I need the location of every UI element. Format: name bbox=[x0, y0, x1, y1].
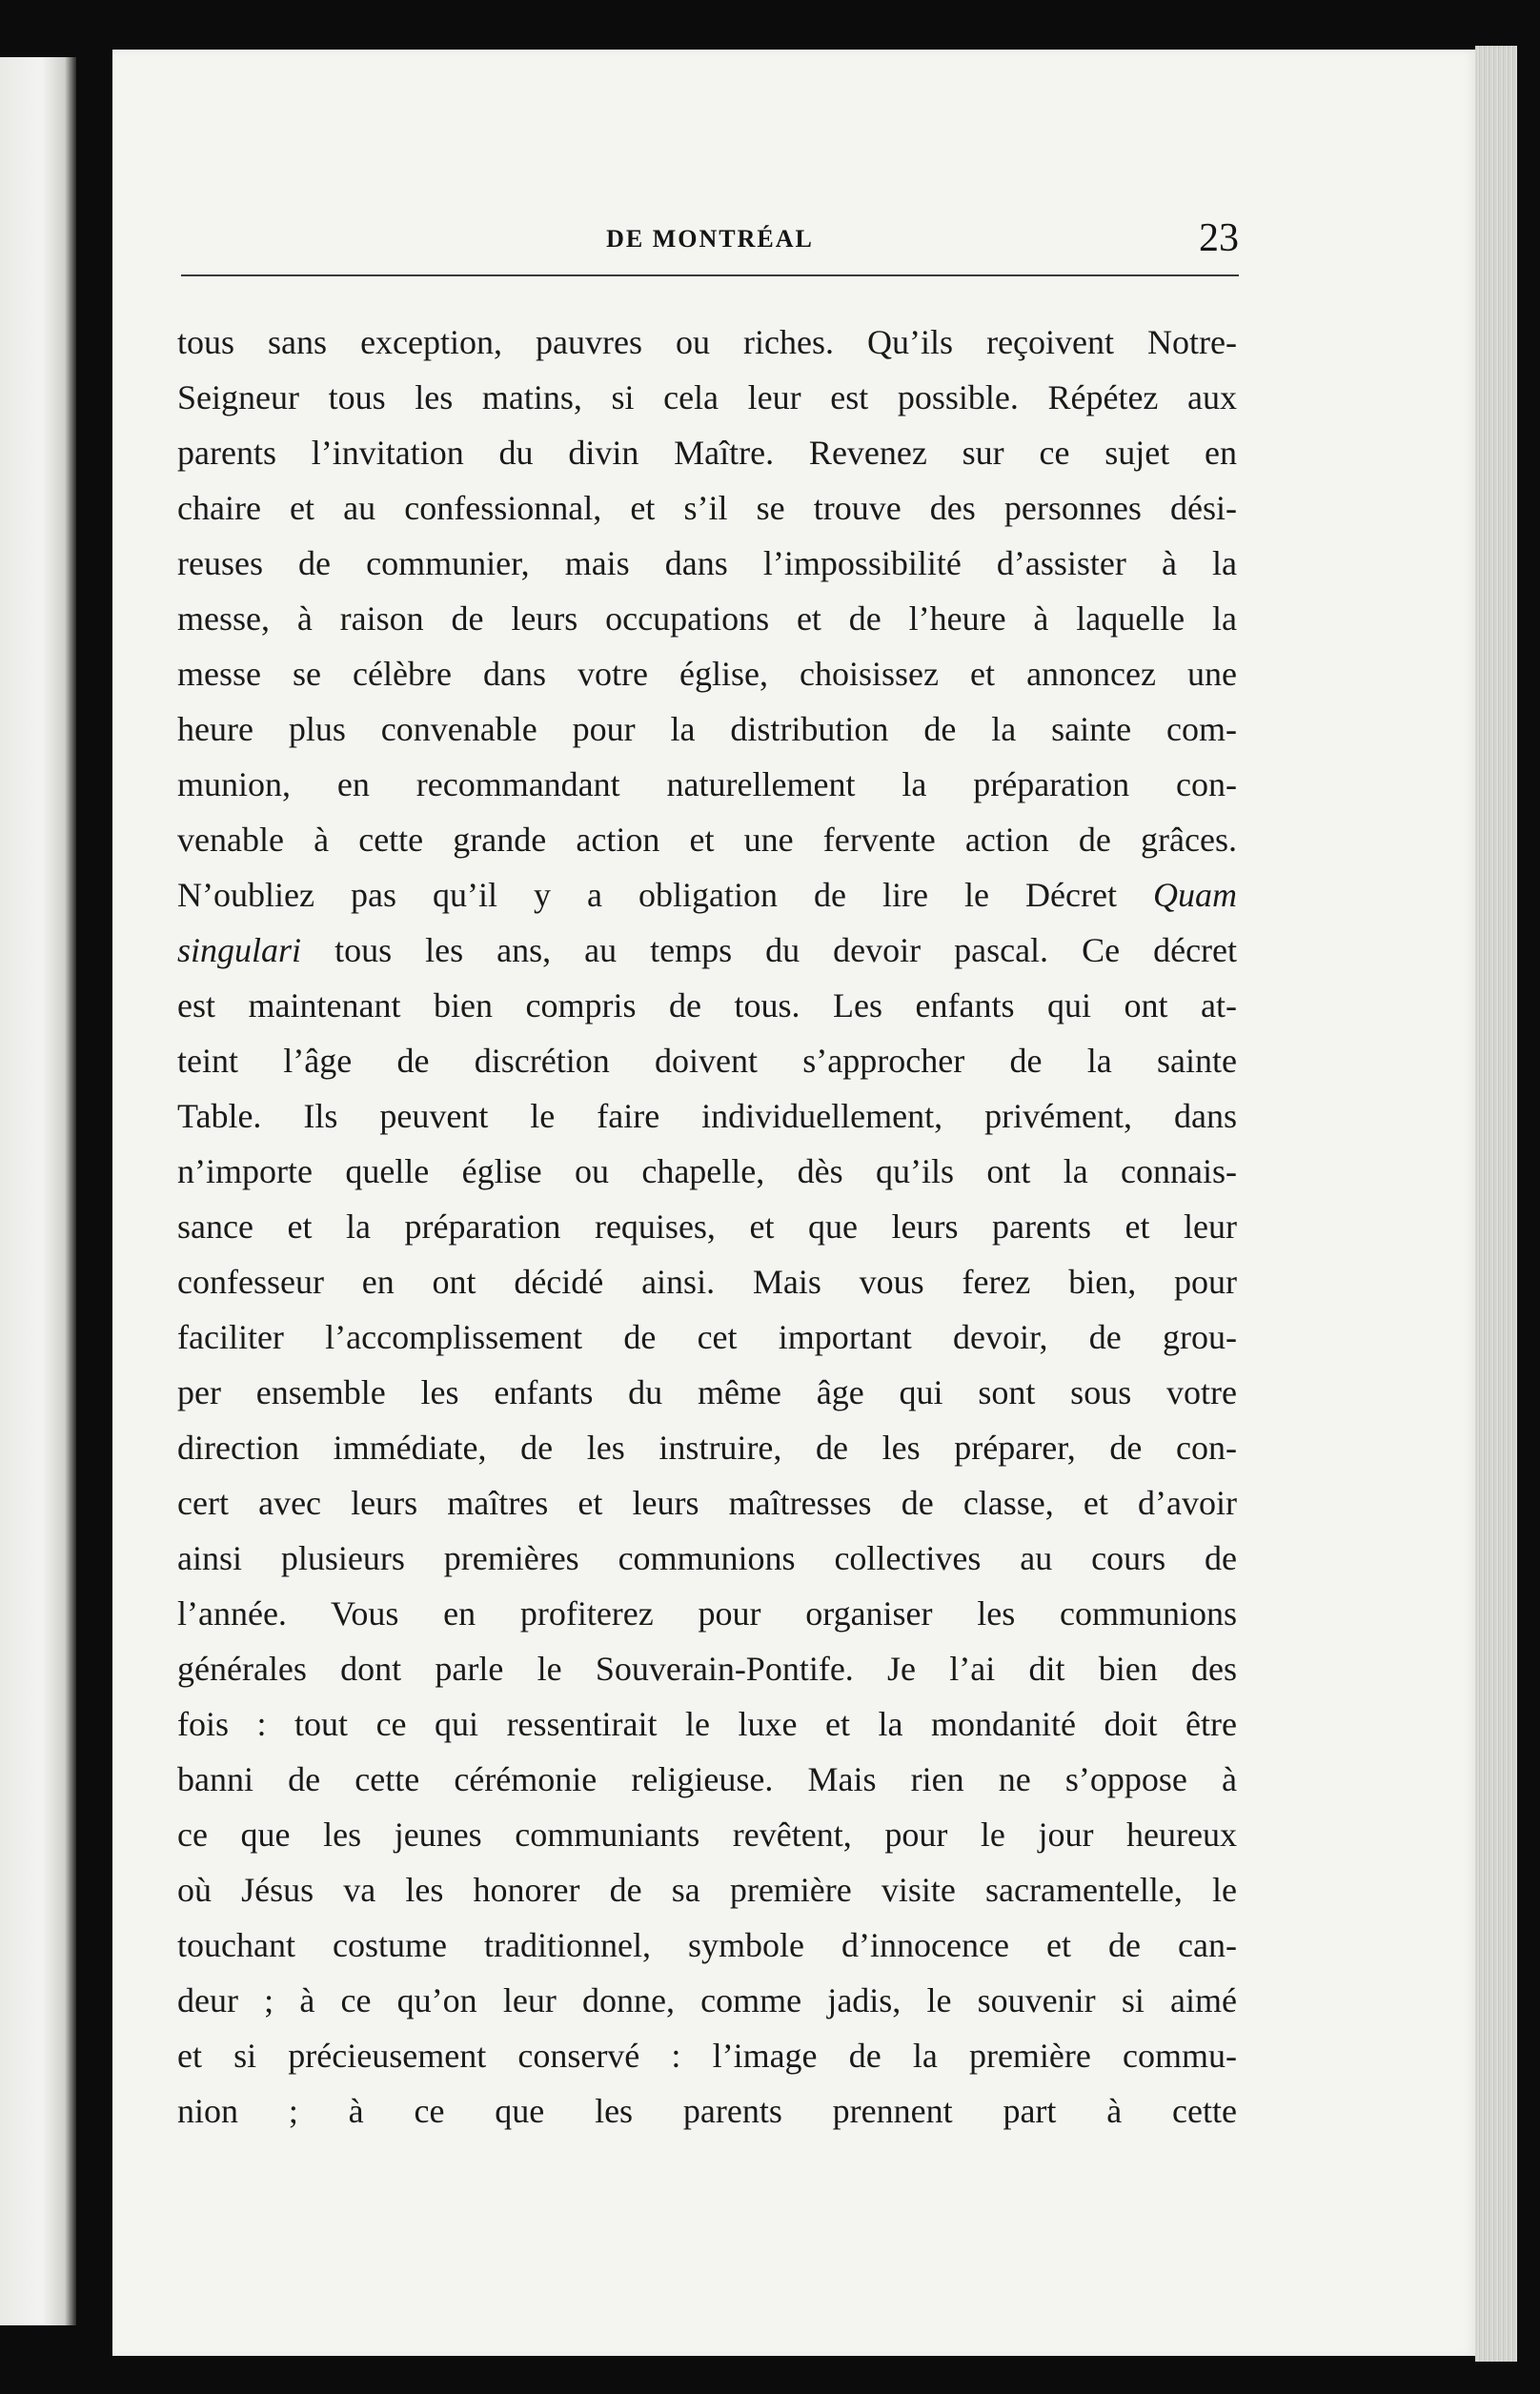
facing-page-edge bbox=[0, 57, 76, 2325]
text-segment: N’oubliez pas qu’il y a obligation de lire le Décret bbox=[177, 876, 1117, 914]
text-line: teint l’âge de discrétion doivent s’approcher de la sainte bbox=[177, 1042, 1237, 1080]
text-line: direction immédiate, de les instruire, de les préparer, de con- bbox=[177, 1429, 1237, 1467]
text-line: munion, en recommandant naturellement la préparation con- bbox=[177, 765, 1237, 803]
text-line-with-italic bbox=[177, 867, 1237, 923]
header-rule bbox=[181, 274, 1239, 276]
text-line: l’année. Vous en profiterez pour organiser les communions bbox=[177, 1594, 1237, 1633]
text-line: et si précieusement conservé : l’image de la première commu- bbox=[177, 2037, 1237, 2075]
text-line: Seigneur tous les matins, si cela leur est possible. Répétez aux bbox=[177, 378, 1237, 416]
italic-title: singulari bbox=[177, 931, 302, 969]
text-line: reuses de communier, mais dans l’impossibilité d’assister à la bbox=[177, 544, 1237, 582]
body-paragraph bbox=[177, 314, 1237, 2139]
text-line: parents l’invitation du divin Maître. Revenez sur ce sujet en bbox=[177, 434, 1237, 472]
text-line: ainsi plusieurs premières communions collectives au cours de bbox=[177, 1539, 1237, 1577]
text-line: générales dont parle le Souverain-Pontife. Je l’ai dit bien des bbox=[177, 1650, 1237, 1688]
text-line: messe, à raison de leurs occupations et de l’heure à laquelle la bbox=[177, 599, 1237, 638]
text-line: n’importe quelle église ou chapelle, dès qu’ils ont la connais- bbox=[177, 1152, 1237, 1190]
text-line: sance et la préparation requises, et que leurs parents et leur bbox=[177, 1207, 1237, 1246]
text-line: confesseur en ont décidé ainsi. Mais vous ferez bien, pour bbox=[177, 1263, 1237, 1301]
running-title: DE MONTRÉAL bbox=[606, 225, 814, 253]
text-line: cert avec leurs maîtres et leurs maîtresses de classe, et d’avoir bbox=[177, 1484, 1237, 1522]
text-line: faciliter l’accomplissement de cet important devoir, de grou- bbox=[177, 1318, 1237, 1356]
text-line: est maintenant bien compris de tous. Les enfants qui ont at- bbox=[177, 986, 1237, 1025]
text-line: nion ; à ce que les parents prennent part à cette bbox=[177, 2092, 1237, 2130]
text-line-with-italic bbox=[177, 923, 1237, 978]
page-number: 23 bbox=[1199, 216, 1239, 260]
text-line: deur ; à ce qu’on leur donne, comme jadis, le souvenir si aimé bbox=[177, 1981, 1237, 2019]
page-stack-edge bbox=[1475, 46, 1517, 2362]
text-line: Table. Ils peuvent le faire individuellement, privément, dans bbox=[177, 1097, 1237, 1135]
text-line: venable à cette grande action et une fervente action de grâces. bbox=[177, 821, 1237, 859]
text-line: fois : tout ce qui ressentirait le luxe et la mondanité doit être bbox=[177, 1705, 1237, 1743]
running-header bbox=[181, 216, 1239, 278]
text-segment: tous les ans, au temps du devoir pascal. Ce décret bbox=[334, 931, 1238, 969]
text-line: messe se célèbre dans votre église, choisissez et annoncez une bbox=[177, 655, 1237, 693]
text-line: où Jésus va les honorer de sa première visite sacramentelle, le bbox=[177, 1871, 1237, 1909]
text-line: chaire et au confessionnal, et s’il se trouve des personnes dési- bbox=[177, 489, 1237, 527]
text-line: per ensemble les enfants du même âge qui sont sous votre bbox=[177, 1373, 1237, 1411]
italic-title: Quam bbox=[1153, 876, 1238, 914]
text-line: tous sans exception, pauvres ou riches. Qu’ils reçoivent Notre- bbox=[177, 323, 1237, 361]
text-line: heure plus convenable pour la distribution de la sainte com- bbox=[177, 710, 1237, 748]
text-line: ce que les jeunes communiants revêtent, pour le jour heureux bbox=[177, 1816, 1237, 1854]
text-line: touchant costume traditionnel, symbole d’innocence et de can- bbox=[177, 1926, 1237, 1964]
text-line: banni de cette cérémonie religieuse. Mais rien ne s’oppose à bbox=[177, 1760, 1237, 1798]
